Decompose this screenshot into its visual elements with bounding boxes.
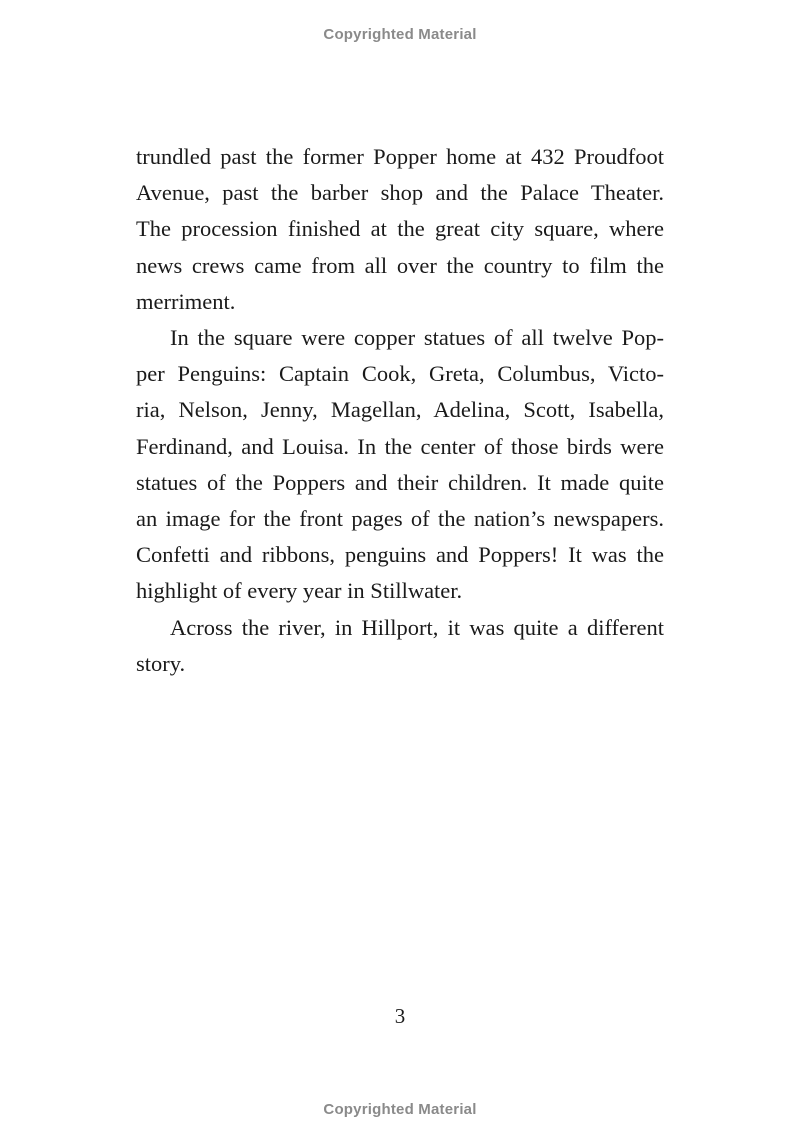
text-line: Confetti and ribbons, penguins and Poppers! It was the <box>136 542 664 568</box>
text-line: trundled past the former Popper home at 432 Proudfoot <box>136 144 664 169</box>
text-line: merriment. <box>136 288 236 314</box>
text-line: ria, Nelson, Jenny, Magellan, Adelina, Scott, Isabella, <box>136 397 664 423</box>
text-line: In the square were copper statues of all twelve Pop- <box>170 325 664 351</box>
text-line: story. <box>136 650 186 676</box>
copyright-watermark-top: Copyrighted Material <box>323 26 477 43</box>
page-body-text <box>136 139 664 682</box>
text-line: Across the river, in Hillport, it was quite a different <box>170 614 664 640</box>
text-line: highlight of every year in Stillwater. <box>136 578 463 604</box>
copyright-watermark-bottom: Copyrighted Material <box>323 1101 477 1118</box>
page-number: 3 <box>394 1004 406 1028</box>
text-line: news crews came from all over the country to film the <box>136 252 664 278</box>
text-line: Ferdinand, and Louisa. In the center of those birds were <box>136 433 664 459</box>
text-line: an image for the front pages of the nation’s newspapers. <box>136 506 664 532</box>
text-line: The procession finished at the great city square, where <box>136 216 664 242</box>
text-line: statues of the Poppers and their children. It made quite <box>136 469 664 495</box>
text-line: per Penguins: Captain Cook, Greta, Columbus, Victo- <box>136 361 664 387</box>
text-line: Avenue, past the barber shop and the Palace Theater. <box>136 180 664 206</box>
